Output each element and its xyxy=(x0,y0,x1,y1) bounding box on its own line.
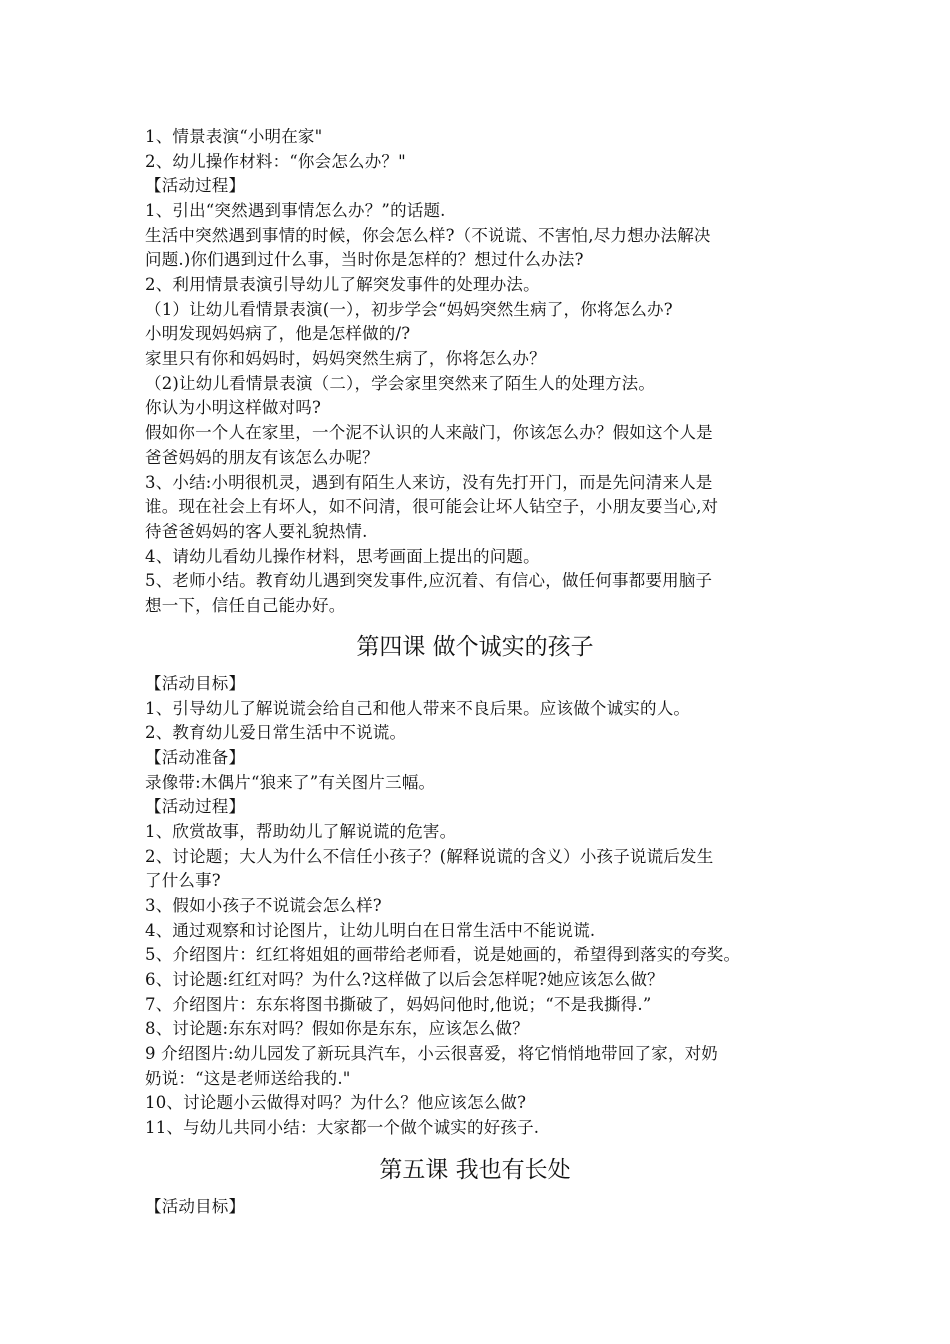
paragraph-line: 爸爸妈妈的朋友有该怎么办呢？ xyxy=(145,448,379,467)
paragraph-line: 5、老师小结。教育幼儿遇到突发事件,应沉着、有信心，做任何事都要用脑子 xyxy=(145,571,713,590)
paragraph-line: 问题.)你们遇到过什么事，当时你是怎样的？想过什么办法? xyxy=(145,250,584,269)
paragraph-line: 奶说：“这是老师送给我的." xyxy=(145,1069,351,1088)
paragraph-line: 生活中突然遇到事情的时候，你会怎么样?（不说谎、不害怕,尽力想办法解决 xyxy=(145,226,711,245)
section-label: 【活动过程】 xyxy=(145,797,246,816)
paragraph-line: 1、引出“突然遇到事情怎么办？”的话题. xyxy=(145,201,446,220)
paragraph-line: 2、教育幼儿爱日常生活中不说谎。 xyxy=(145,723,407,742)
paragraph-line: 录像带:木偶片“狼来了”有关图片三幅。 xyxy=(145,773,436,792)
paragraph-line: 3、小结:小明很机灵，遇到有陌生人来访，没有先打开门，而是先问清来人是 xyxy=(145,473,713,492)
paragraph-line: 11、与幼儿共同小结：大家都一个做个诚实的好孩子. xyxy=(145,1118,540,1137)
paragraph-line: 2、利用情景表演引导幼儿了解突发事件的处理办法。 xyxy=(145,275,540,294)
paragraph-line: 10、讨论题小云做得对吗？为什么？他应该怎么做? xyxy=(145,1093,527,1112)
paragraph-line: 1、引导幼儿了解说谎会给自己和他人带来不良后果。应该做个诚实的人。 xyxy=(145,699,691,718)
paragraph-line: 4、请幼儿看幼儿操作材料，思考画面上提出的问题。 xyxy=(145,547,540,566)
paragraph-line: 8、讨论题:东东对吗？假如你是东东，应该怎么做？ xyxy=(145,1019,529,1038)
paragraph-line: 1、欣赏故事，帮助幼儿了解说谎的危害。 xyxy=(145,822,457,841)
paragraph-line: 小明发现妈妈病了，他是怎样做的/? xyxy=(145,324,411,343)
paragraph-line: （1）让幼儿看情景表演(一），初步学会“妈妈突然生病了，你将怎么办? xyxy=(145,300,673,319)
lesson-5-title: 第五课 我也有长处 xyxy=(379,1157,571,1183)
section-label: 【活动目标】 xyxy=(145,674,246,693)
paragraph-line: 9 介绍图片:幼儿园发了新玩具汽车，小云很喜爱，将它悄悄地带回了家，对奶 xyxy=(145,1044,719,1063)
paragraph-line: 想一下，信任自己能办好。 xyxy=(145,596,346,615)
paragraph-line: 你认为小明这样做对吗? xyxy=(145,398,322,417)
paragraph-line: （2)让幼儿看情景表演（二），学会家里突然来了陌生人的处理方法。 xyxy=(145,374,656,393)
paragraph-line: 3、假如小孩子不说谎会怎么样? xyxy=(145,896,382,915)
paragraph-line: 家里只有你和妈妈时，妈妈突然生病了，你将怎么办？ xyxy=(145,349,546,368)
paragraph-line: 2、幼儿操作材料：“你会怎么办？" xyxy=(145,152,406,171)
paragraph-line: 待爸爸妈妈的客人要礼貌热情. xyxy=(145,522,368,541)
paragraph-line: 7、介绍图片：东东将图书撕破了，妈妈问他时,他说；“不是我撕得.” xyxy=(145,995,652,1014)
section-label: 【活动目标】 xyxy=(145,1197,246,1216)
paragraph-line: 谁。现在社会上有坏人，如不问清，很可能会让坏人钻空子，小朋友要当心,对 xyxy=(145,497,719,516)
paragraph-line: 4、通过观察和讨论图片，让幼儿明白在日常生活中不能说谎. xyxy=(145,921,596,940)
paragraph-line: 2、讨论题；大人为什么不信任小孩子？(解释说谎的含义）小孩子说谎后发生 xyxy=(145,847,714,866)
section-label: 【活动准备】 xyxy=(145,748,246,767)
paragraph-line: 1、情景表演“小明在家" xyxy=(145,127,323,146)
paragraph-line: 5、介绍图片：红红将姐姐的画带给老师看，说是她画的，希望得到落实的夸奖。 xyxy=(145,945,741,964)
section-label: 【活动过程】 xyxy=(145,176,246,195)
paragraph-line: 6、讨论题:红红对吗？为什么?这样做了以后会怎样呢?她应该怎么做？ xyxy=(145,970,664,989)
paragraph-line: 了什么事? xyxy=(145,871,221,890)
paragraph-line: 假如你一个人在家里，一个泥不认识的人来敲门，你该怎么办？假如这个人是 xyxy=(145,423,713,442)
lesson-4-title: 第四课 做个诚实的孩子 xyxy=(356,634,594,660)
